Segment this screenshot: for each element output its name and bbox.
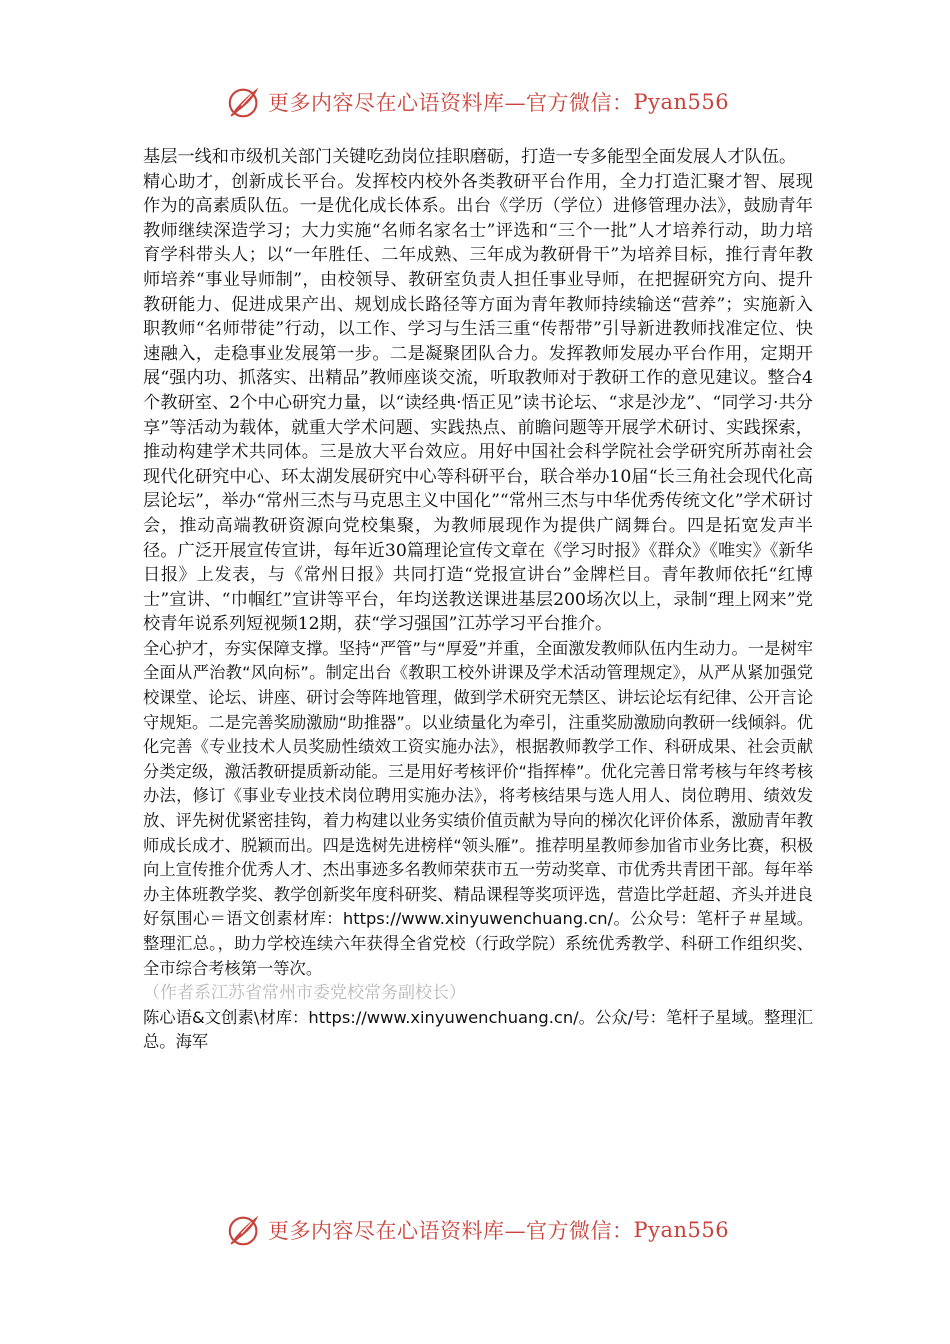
header-banner (226, 82, 746, 122)
paragraph-2: 精心助才，创新成长平台。发挥校内校外各类教研平台作用，全力打造汇聚才智、展现作为的高素质队伍。一是优化成长体系。出台《学历（学位）进修管理办法》，鼓励青年教师继续深造学习；大力实施“名师名家名士”评选和“三个一批”人才培养行动，助力培育学科带头人；以“一年胜任、二年成熟、三年成为教研骨干”为培养目标，推行青年教师培养“事业导师制”，由校领导、教研室负责人担任事业导师，在把握研究方向、提升教研能力、促进成果产出、规划成长路径等方面为青年教师持续输送“营养”；实施新入职教师“名师带徒”行动，以工作、学习与生活三重“传帮带”引导新进教师找准定位、快速融入，走稳事业发展第一步。二是凝聚团队合力。发挥教师发展办平台作用，定期开展“强内功、抓落实、出精品”教师座谈交流，听取教师对于教研工作的意见建议。整合4个教研室、2个中心研究力量，以“读经典·悟正见”读书论坛、“求是沙龙”、“同学习·共分享”等活动为载体，就重大学术问题、实践热点、前瞻问题等开展学术研讨、实践探索，推动构建学术共同体。三是放大平台效应。用好中国社会科学院社会学研究所苏南社会现代化研究中心、环太湖发展研究中心等科研平台，联合举办10届“长三角社会现代化高层论坛”，举办“常州三杰与马克思主义中国化”“常州三杰与中华优秀传统文化”学术研讨会，推动高端教研资源向党校集聚，为教师展现作为提供广阔舞台。四是拓宽发声半径。广泛开展宣传宣讲，每年近30篇理论宣传文章在《学习时报》《群众》《唯实》《新华日报》上发表，与《常州日报》共同打造“党报宣讲台”金牌栏目。青年教师依托“红博士”宣讲、“巾帼红”宣讲等平台，年均送教送课进基层200场次以上，录制“理上网来”党校青年说系列短视频12期，获“学习强国”江苏学习平台推介。 (143, 171, 813, 635)
banner-wechat-id: Pyan556 (633, 1218, 730, 1242)
quill-pen-logo-icon (226, 83, 264, 121)
author-byline: （作者系江苏省常州市委党校常务副校长） (143, 983, 466, 1004)
paragraph-1: 基层一线和市级机关部门关键吃劲岗位挂职磨砺，打造一专多能型全面发展人才队伍。 (143, 147, 797, 167)
quill-pen-logo-icon (226, 1211, 264, 1249)
footer-note: 陈心语&文创素\材库：https://www.xinyuwenchuang.cn/。公众/号：笔杆子星域。整理汇总。海军 (143, 1007, 813, 1052)
article-body (143, 145, 813, 1055)
banner-wechat-id: Pyan556 (633, 90, 730, 114)
banner-site-text: 更多内容尽在心语资料库—官方微信： (268, 1219, 634, 1243)
banner-site-text: 更多内容尽在心语资料库—官方微信： (268, 91, 634, 115)
footer-banner (226, 1210, 746, 1250)
paragraph-3: 全心护才，夯实保障支撑。坚持“严管”与“厚爱”并重，全面激发教师队伍内生动力。一是树牢全面从严治教“风向标”。制定出台《教职工校外讲课及学术活动管理规定》，从严从紧加强党校课堂、论坛、讲座、研讨会等阵地管理，做到学术研究无禁区、讲坛论坛有纪律、公开言论守规矩。二是完善奖励激励“助推器”。以业绩量化为牵引，注重奖励激励向教研一线倾斜。优化完善《专业技术人员奖励性绩效工资实施办法》，根据教师教学工作、科研成果、社会贡献分类定级，激活教研提质新动能。三是用好考核评价“指挥棒”。优化完善日常考核与年终考核办法，修订《事业专业技术岗位聘用实施办法》，将考核结果与选人用人、岗位聘用、绩效发放、评先树优紧密挂钩，着力构建以业务实绩价值贡献为导向的梯次化评价体系，激励青年教师成长成才、脱颖而出。四是选树先进榜样“领头雁”。推荐明星教师参加省市业务比赛，积极向上宣传推介优秀人才、杰出事迹多名教师荣获市五一劳动奖章、市优秀共青团干部。每年举办主体班教学奖、教学创新奖年度科研奖、精品课程等奖项评选，营造比学赶超、齐头并进良好氛围心＝语文创素材库：https://www.xinyuwenchuang.cn/。公众号：笔杆子＃星域。整理汇总。，助力学校连续六年获得全省党校（行政学院）系统优秀教学、科研工作组织奖、全市综合考核第一等次。 (143, 638, 813, 978)
